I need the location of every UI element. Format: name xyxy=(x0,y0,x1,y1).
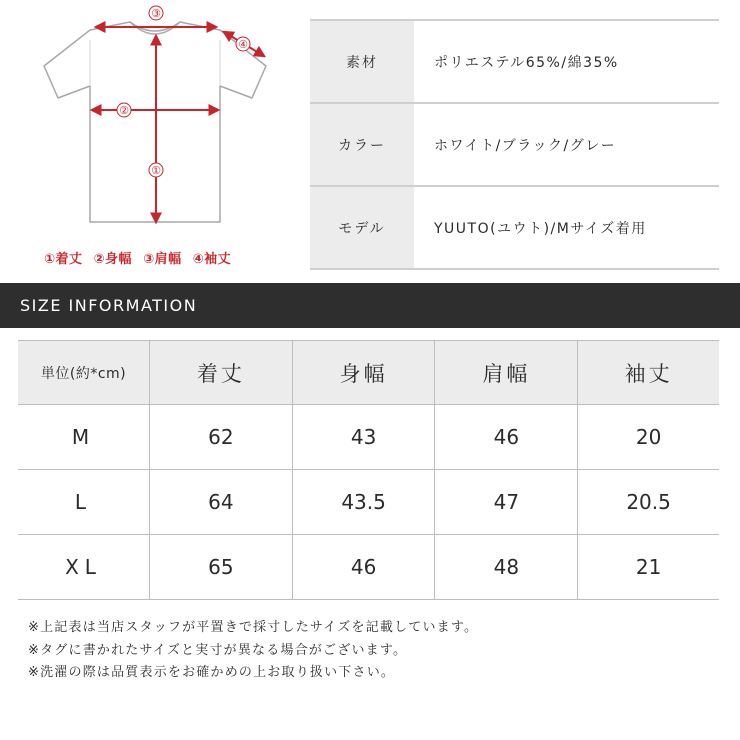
unit-header: 単位(約*cm) xyxy=(18,341,150,405)
marker-length: ① xyxy=(151,164,161,177)
section-title: SIZE INFORMATION xyxy=(20,296,198,315)
legend-body-width: ②身幅 xyxy=(93,252,133,267)
spec-table xyxy=(310,19,719,270)
column-header: 肩幅 xyxy=(435,341,578,405)
legend-sleeve: ④袖丈 xyxy=(192,252,232,267)
legend-length: ①着丈 xyxy=(44,252,83,267)
table-cell: 62 xyxy=(150,405,293,470)
table-cell: 47 xyxy=(435,470,578,535)
marker-body-width: ② xyxy=(119,104,129,117)
table-cell: 43 xyxy=(292,405,435,470)
table-cell: 64 xyxy=(150,470,293,535)
table-cell: 46 xyxy=(435,405,578,470)
size-label: M xyxy=(18,405,150,470)
size-table xyxy=(18,340,719,600)
spec-value: YUUTO(ユウト)/Mサイズ着用 xyxy=(414,186,719,269)
note-line: ※タグに書かれたサイズと実寸が異なる場合がございます。 xyxy=(28,642,408,658)
spec-key: 素材 xyxy=(310,20,414,103)
size-label: XL xyxy=(18,535,150,600)
diagram-legend xyxy=(44,248,284,267)
tshirt-measurement-diagram xyxy=(0,0,300,280)
marker-shoulder: ③ xyxy=(151,7,161,20)
note-line: ※上記表は当店スタッフが平置きで採寸したサイズを記載しています。 xyxy=(28,620,479,635)
table-row xyxy=(18,405,719,470)
column-header: 着丈 xyxy=(150,341,293,405)
size-label: L xyxy=(18,470,150,535)
table-cell: 21 xyxy=(578,535,719,600)
section-header xyxy=(0,283,740,328)
spec-row-color xyxy=(310,103,719,186)
spec-key: カラー xyxy=(310,103,414,186)
column-header: 身幅 xyxy=(292,341,435,405)
marker-sleeve: ④ xyxy=(238,38,248,51)
note-line: ※洗濯の際は品質表示をお確かめの上お取り扱い下さい。 xyxy=(28,665,396,680)
table-row xyxy=(18,535,719,600)
table-cell: 46 xyxy=(292,535,435,600)
spec-value: ポリエステル65%/綿35% xyxy=(414,20,719,103)
spec-row-material xyxy=(310,20,719,103)
size-header-row xyxy=(18,341,719,405)
table-cell: 20 xyxy=(578,405,719,470)
column-header: 袖丈 xyxy=(578,341,719,405)
table-cell: 20.5 xyxy=(578,470,719,535)
spec-value: ホワイト/ブラック/グレー xyxy=(414,103,719,186)
legend-shoulder: ③肩幅 xyxy=(143,252,182,267)
spec-row-model xyxy=(310,186,719,269)
table-cell: 48 xyxy=(435,535,578,600)
table-row xyxy=(18,470,719,535)
notes xyxy=(28,617,728,685)
table-cell: 65 xyxy=(150,535,293,600)
table-cell: 43.5 xyxy=(292,470,435,535)
spec-key: モデル xyxy=(310,186,414,269)
